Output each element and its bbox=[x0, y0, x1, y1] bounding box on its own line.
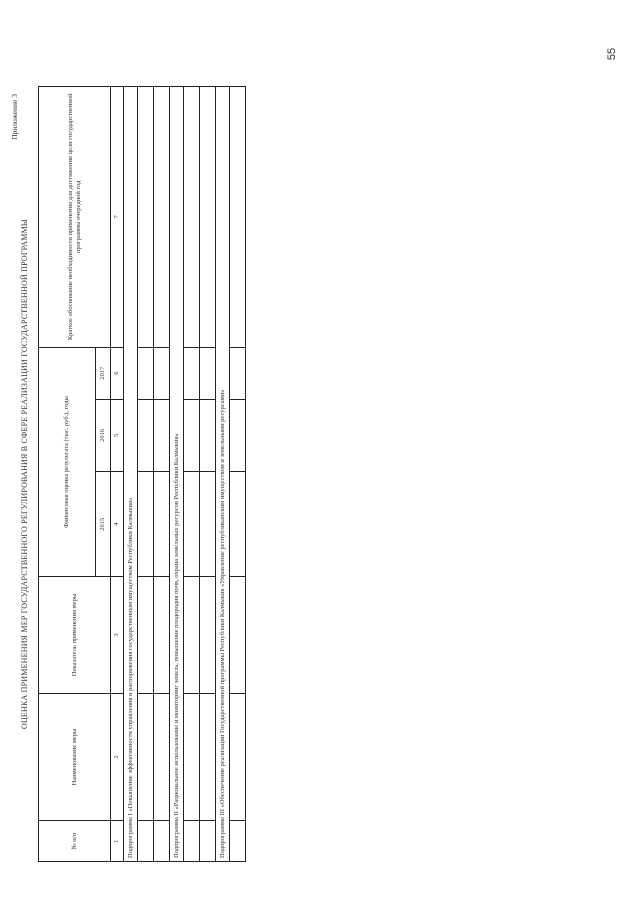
empty-cell bbox=[184, 472, 200, 577]
header-justification: Краткое обоснование необходимости применения для достижения цели государственной программы очередной год bbox=[39, 87, 111, 348]
table-row bbox=[184, 87, 200, 862]
empty-cell bbox=[230, 693, 246, 821]
empty-cell bbox=[230, 399, 246, 471]
empty-cell bbox=[154, 472, 170, 577]
empty-cell bbox=[230, 577, 246, 693]
empty-cell bbox=[154, 693, 170, 821]
empty-cell bbox=[138, 693, 154, 821]
measures-table bbox=[38, 86, 246, 862]
table-row bbox=[230, 87, 246, 862]
column-number: 2 bbox=[111, 693, 124, 821]
empty-cell bbox=[138, 399, 154, 471]
empty-cell bbox=[200, 577, 216, 693]
column-number: 1 bbox=[111, 821, 124, 862]
empty-cell bbox=[200, 821, 216, 862]
rotated-document bbox=[8, 84, 308, 864]
empty-cell bbox=[184, 577, 200, 693]
empty-cell bbox=[138, 577, 154, 693]
header-year-2016: 2016 bbox=[96, 399, 111, 471]
column-number: 7 bbox=[111, 87, 124, 348]
subprogram-row bbox=[216, 87, 230, 862]
subprogram-2-title: Подпрограмма II «Рациональное использование и мониторинг земель, повышение плодородия почв, охрана земельных ресурсов Республики Калмыкия» bbox=[170, 87, 184, 862]
column-numbers-row bbox=[111, 87, 124, 862]
empty-cell bbox=[138, 472, 154, 577]
empty-cell bbox=[138, 347, 154, 399]
table-row bbox=[200, 87, 216, 862]
subprogram-row bbox=[124, 87, 138, 862]
appendix-label: Приложение 3 bbox=[10, 94, 19, 140]
empty-cell bbox=[184, 87, 200, 348]
empty-cell bbox=[154, 821, 170, 862]
empty-cell bbox=[138, 87, 154, 348]
table-header-row bbox=[39, 87, 96, 862]
empty-cell bbox=[184, 821, 200, 862]
subprogram-row bbox=[170, 87, 184, 862]
empty-cell bbox=[184, 347, 200, 399]
empty-cell bbox=[230, 87, 246, 348]
empty-cell bbox=[184, 693, 200, 821]
empty-cell bbox=[200, 693, 216, 821]
column-number: 4 bbox=[111, 472, 124, 577]
empty-cell bbox=[200, 347, 216, 399]
header-num: № п/п bbox=[39, 821, 111, 862]
empty-cell bbox=[200, 399, 216, 471]
header-year-2017: 2017 bbox=[96, 347, 111, 399]
empty-cell bbox=[230, 472, 246, 577]
column-number: 3 bbox=[111, 577, 124, 693]
empty-cell bbox=[138, 821, 154, 862]
column-number: 5 bbox=[111, 399, 124, 471]
empty-cell bbox=[154, 399, 170, 471]
column-number: 6 bbox=[111, 347, 124, 399]
page-number: 55 bbox=[605, 47, 618, 61]
subprogram-1-title: Подпрограмма I «Повышение эффективности управления и распоряжения государственным имуществом Республики Калмыкия» bbox=[124, 87, 138, 862]
document-title: ОЦЕНКА ПРИМЕНЕНИЯ МЕР ГОСУДАРСТВЕННОГО РЕГУЛИРОВАНИЯ В СФЕРЕ РЕАЛИЗАЦИИ ГОСУДАРСТВЕННОЙ ПРОГРАММЫ bbox=[20, 218, 29, 730]
header-year-2015: 2015 bbox=[96, 472, 111, 577]
empty-cell bbox=[200, 87, 216, 348]
empty-cell bbox=[154, 347, 170, 399]
header-measure-name: Наименование меры bbox=[39, 693, 111, 821]
empty-cell bbox=[154, 577, 170, 693]
empty-cell bbox=[154, 87, 170, 348]
empty-cell bbox=[230, 821, 246, 862]
table-row bbox=[138, 87, 154, 862]
header-financial-assessment: Финансовая оценка результата (тыс. руб.), годы bbox=[39, 347, 96, 577]
header-indicator: Показатель применения меры bbox=[39, 577, 111, 693]
empty-cell bbox=[200, 472, 216, 577]
table-row bbox=[154, 87, 170, 862]
empty-cell bbox=[184, 399, 200, 471]
empty-cell bbox=[230, 347, 246, 399]
subprogram-3-title: Подпрограмма III «Обеспечение реализации Государственной программы Республики Калмыкия «Управление республиканским имуществом и земельными ресурсами» bbox=[216, 87, 230, 862]
